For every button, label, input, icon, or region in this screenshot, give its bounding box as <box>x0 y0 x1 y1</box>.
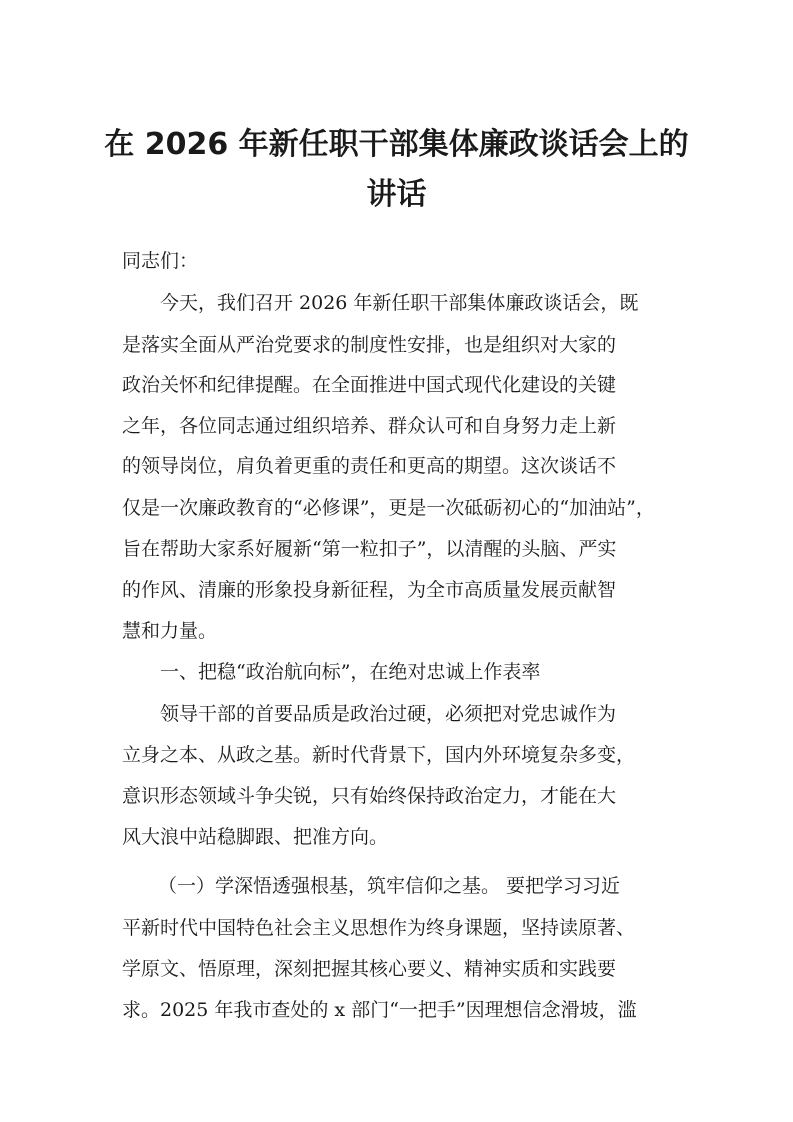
section-line: 领导干部的首要品质是政治过硬，必须把对党忠诚作为 <box>160 703 617 725</box>
subsection-heading-line: （一）学深悟透强根基，筑牢信仰之基。 要把学习习近 <box>158 875 621 897</box>
intro-line: 仅是一次廉政教育的“必修课”，更是一次砥砺初心的“加油站”， <box>122 497 655 519</box>
document-title-line-2: 讲话 <box>366 177 427 212</box>
document-title-line-1: 在 2026 年新任职干部集体廉政谈话会上的 <box>104 127 689 162</box>
intro-line: 的领导岗位，肩负着更重的责任和更高的期望。这次谈话不 <box>122 455 617 477</box>
intro-line: 慧和力量。 <box>122 620 218 642</box>
intro-line: 是落实全面从严治党要求的制度性安排，也是组织对大家的 <box>122 334 617 356</box>
intro-line: 政治关怀和纪律提醒。在全面推进中国式现代化建设的关键 <box>122 374 617 396</box>
intro-line: 之年，各位同志通过组织培养、群众认可和自身努力走上新 <box>122 415 617 437</box>
subsection-line: 平新时代中国特色社会主义思想作为终身课题，坚持读原著、 <box>122 917 636 939</box>
subsection-line: 学原文、悟原理，深刻把握其核心要义、精神实质和实践要 <box>122 958 617 980</box>
salutation: 同志们： <box>122 250 199 272</box>
section-heading: 一、把稳“政治航向标”，在绝对忠诚上作表率 <box>160 661 541 683</box>
section-line: 立身之本、从政之基。新时代背景下，国内外环境复杂多变， <box>122 744 636 766</box>
intro-line: 旨在帮助大家系好履新“第一粒扣子”，以清醒的头脑、严实 <box>122 538 617 560</box>
section-line: 意识形态领域斗争尖锐，只有始终保持政治定力，才能在大 <box>122 785 617 807</box>
subsection-line: 求。2025 年我市查处的 x 部门“一把手”因理想信念滑坡，滥 <box>122 999 637 1021</box>
intro-line: 的作风、清廉的形象投身新征程，为全市高质量发展贡献智 <box>122 579 617 601</box>
intro-line: 今天，我们召开 2026 年新任职干部集体廉政谈话会，既 <box>160 292 639 314</box>
section-line: 风大浪中站稳脚跟、把准方向。 <box>122 826 389 848</box>
